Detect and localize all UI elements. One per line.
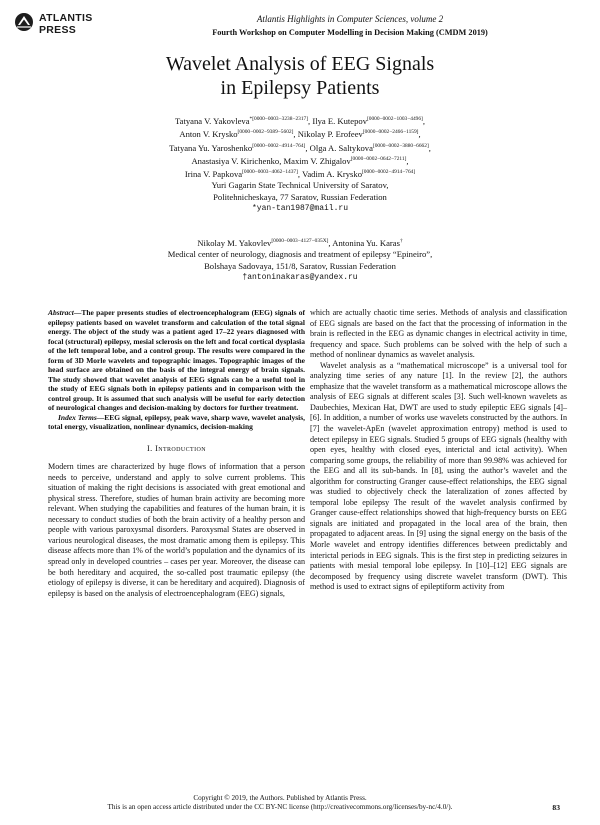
orcid: [0000−0002−2466−1159] xyxy=(362,129,419,136)
page-number: 83 xyxy=(552,803,560,812)
orcid: [0000−0003−4127−035X] xyxy=(271,238,329,244)
author-line: Nikolay M. Yakovlev[0000−0003−4127−035X], Antonina Yu. Karas† xyxy=(197,237,403,248)
atlantis-logo-icon xyxy=(14,12,34,32)
left-column xyxy=(48,308,305,599)
author-line: Tatyana Yu. Yaroshenko[0000−0002−4914−764], Olga A. Saltykova[0000−0002−3880−6662], xyxy=(169,142,431,153)
publisher-line1: ATLANTIS xyxy=(39,12,93,24)
orcid: [0000−0002−1003−4496] xyxy=(367,116,423,122)
orcid: *[0000−0003−3238−2317] xyxy=(249,116,309,122)
paper-title xyxy=(80,52,520,100)
abstract-label: Abstract xyxy=(48,308,74,317)
right-column xyxy=(310,308,567,593)
orcid: [0000−0002−3880−6662] xyxy=(372,142,429,149)
author-line: Irina V. Papkova[0000−0003−4062−1437], Vadim A. Krysko[0000−0002−4914−764] xyxy=(184,168,416,179)
dagger-mark: † xyxy=(399,238,403,244)
copyright: Copyright © 2019, the Authors. Published by Atlantis Press. xyxy=(193,794,367,802)
title-line1: Wavelet Analysis of EEG Signals xyxy=(165,53,435,75)
author-name: Tatyana V. Yakovleva xyxy=(175,115,250,126)
author-name: Ilya E. Kutepov xyxy=(312,115,367,126)
orcid: [0000−0002−4914−764] xyxy=(252,142,306,149)
author-name: Nikolay P. Erofeev xyxy=(297,129,363,140)
title-line2: in Epilepsy Patients xyxy=(220,77,380,99)
author-name: Irina V. Papkova xyxy=(184,168,243,179)
license: This is an open access article distributed under the CC BY-NC license (http://creativecommons.org/licenses/by-nc/4.0/). xyxy=(107,803,453,811)
author-line: Anastasiya V. Kirichenko, Maxim V. Zhigalov[0000−0002−0642−7211], xyxy=(191,155,409,166)
author-line: Tatyana V. Yakovleva$^{*[0000-0003-3238-2317]}$, Ilya E. Kutepov[0000−0002−1003−4496], xyxy=(175,115,425,126)
author-name: Anton V. Krysko xyxy=(179,129,238,140)
affiliation-address: Politehnicheskaya, 77 Saratov, Russian Federation xyxy=(213,191,387,202)
index-terms xyxy=(48,413,305,432)
abstract-text: —The paper presents studies of electroencephalogram (EEG) signals of epilepsy patients based on wavelet transform and calculation of the total signal energy. The object of the study was a patient aged 17–22 years diagnosed with focal (structural) epilepsy, mesial sclerosis on the left and focal cortical dysplasia of the left temporal lobe, and a control group. The results were compared in the form of 3D Morle wavelets and topographic images. Topographic images of the head surface are obtained on the basis of the integral energy of brain signals. The study showed that wavelet analysis of EEG signals can be a useful tool in the study of EEG signals both in epilepsy patients and in comparison with the control group. It is assumed that such analysis will be useful for early detection of neurological changes and decision-making by doctors for further treatment. xyxy=(48,308,305,412)
section-number: I. xyxy=(147,443,153,453)
affiliation: Medical center of neurology, diagnosis and treatment of epilepsy “Epineiro”, xyxy=(167,249,433,260)
workshop-name: Fourth Workshop on Computer Modelling in Decision Making (CMDM 2019) xyxy=(212,28,488,37)
orcid: [0000−0002−0642−7211] xyxy=(350,155,407,162)
journal-name: Atlantis Highlights in Computer Sciences, volume 2 xyxy=(256,14,444,24)
wavelet-paragraph: Wavelet analysis as a “mathematical microscope” is a universal tool for analyzing time series of any nature [1]. In the review [2], the authors emphasize that the wavelet transform as a mathematical microscope allows the analysis of EEG signals at different scales [3]. Such well-known wavelets as Daubechies, Mexican Hat, DWT are used to study epileptic EEG signals [4]–[6]. In addition, a number of works use wavelets constructed by the authors. In [7] the wavelet-ApEn (wavelet approximation entropy) method is used to detect epilepsy in EEG signals. Studied 5 groups of EEG signals (healthy with open eyes, healthy with closed eyes, interictal and ictal activity). When comparing some groups, the reliability of more than 99.98% was achieved for the EEG and all its sub-bands. In [8], using the author’s wavelet and the algorithm for constructing Granger cause-effect relationships, the EEG signal was studied to objectively check the lateralization of zones affected by temporal lobe epilepsy The result of the wavelet analysis confirmed by Granger cause-effect relationships showed that high-frequency bursts on EEG signals are initiated and propagated in the local area of the brain, then propagated to adjacent areas. In [9] using the signal energy on the basis of the Morle wavelet and entropy identifies differences between predictably and interictal periods in EEG signals. This is the first step in predicting seizures in patients with mesial temporal lobe epilepsy. In [10]–[12] EEG signals are decomposed by frequency using discrete wavelet transform (DWT). This method is used to extract signs of epileptiform activity from xyxy=(310,360,567,592)
index-terms-text: —EEG signal, epilepsy, peak wave, sharp wave, wavelet analysis, total energy, visualization, nonlinear dynamics, decision-making xyxy=(48,412,306,431)
author-line: Anton V. Krysko[0000−0002−9389−5602], Nikolay P. Erofeev[0000−0002−2466−1159], xyxy=(179,129,421,140)
abstract xyxy=(48,308,305,413)
orcid: [0000−0003−4062−1437] xyxy=(242,169,298,176)
author-name: Vadim A. Krysko xyxy=(302,168,362,179)
author-name: Tatyana Yu. Yaroshenko xyxy=(169,142,253,153)
publisher-line2: PRESS xyxy=(39,24,77,36)
author-name: Anastasiya V. Kirichenko, Maxim V. Zhigalov xyxy=(191,155,351,166)
author-email[interactable]: †antoninakaras@yandex.ru xyxy=(242,273,358,283)
author-name: Nikolay M. Yakovlev xyxy=(197,237,272,248)
page-footer xyxy=(20,794,540,812)
affiliation: Yuri Gagarin State Technical University of Saratov, xyxy=(211,180,389,191)
author-block-1 xyxy=(80,114,520,215)
author-name: Antonina Yu. Karas xyxy=(332,237,400,248)
author-email[interactable]: *yan-tan1987@mail.ru xyxy=(251,204,348,214)
publisher-name xyxy=(39,12,93,36)
orcid: [0000−0002−9389−5602] xyxy=(237,129,294,136)
intro-paragraph-continued: which are actually chaotic time series. Methods of analysis and classification of EEG signals are based on the fact that the processing of information in the brain is reflected in the EEG as dynamic changes in electrical activity in time, frequency and space. Such problems can be solved with the help of such a method of nonlinear dynamics as wavelet analysis. xyxy=(310,308,567,360)
author-block-2 xyxy=(80,236,520,283)
affiliation-address: Bolshaya Sadovaya, 151/8, Saratov, Russian Federation xyxy=(204,260,396,271)
section-title: Introduction xyxy=(155,443,206,453)
index-terms-label: Index Terms xyxy=(58,412,97,422)
section-heading xyxy=(48,444,305,455)
orcid: [0000−0002−4914−764] xyxy=(362,169,416,176)
author-name: Olga A. Saltykova xyxy=(309,142,373,153)
publisher-logo xyxy=(14,10,114,44)
intro-paragraph: Modern times are characterized by huge flows of information that a person needs to perceive, understand and apply to solve current problems. This situation of making the right decisions is associated with great emotional and physical stress. Therefore, studies of human brain activity are becoming more relevant. When studying the capabilities and features of the human brain, it is necessary to conduct studies of both the brain activity of a healthy person and people with various paroxysmal disorders. Paroxysmal States are observed in various neurological diseases, the most dramatic among them is epilepsy. This disease affects more than 1% of the world’s population and the dynamics of its spread only in developed countries – cases per year. Moreover, the disease can be both hereditary and acquired, the so-called post traumatic epilepsy (the etiology of epilepsy is diverse, it can be hereditary and acquired). Diagnosis of epilepsy is based on the analysis of electroencephalogram (EEG) signals, xyxy=(48,462,305,598)
